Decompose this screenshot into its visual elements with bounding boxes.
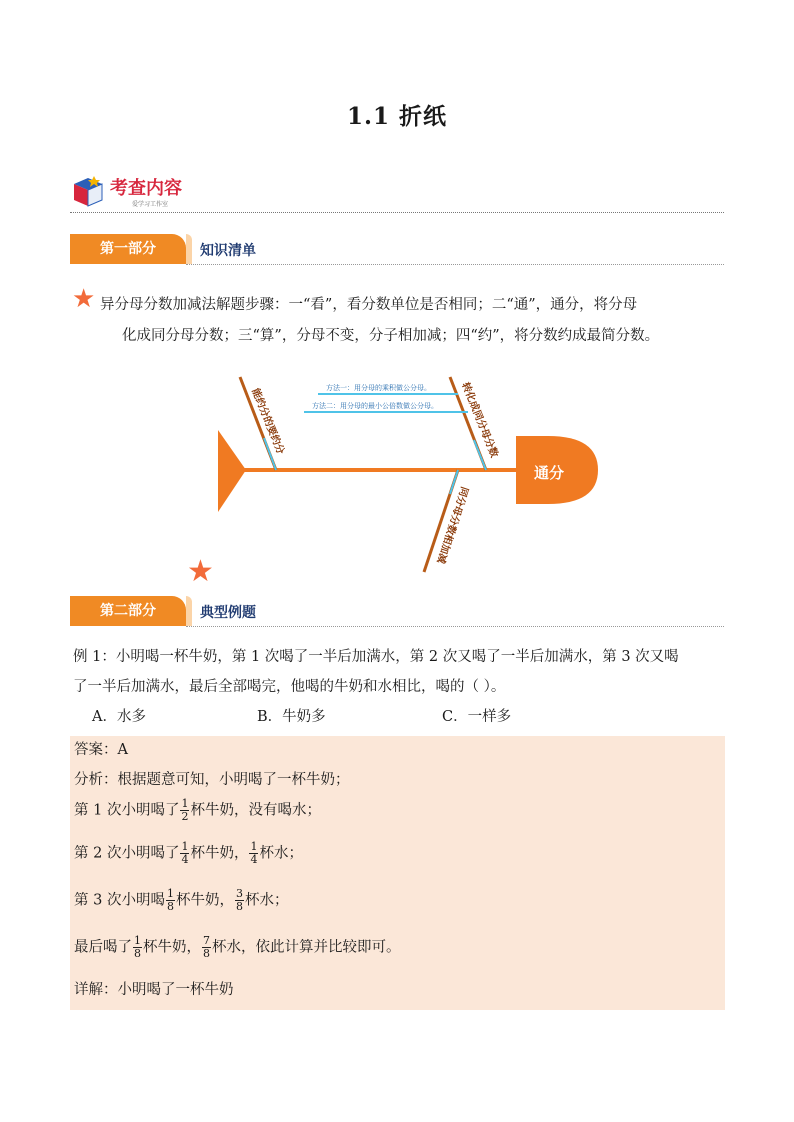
- fraction: $\frac{1}{8}$: [166, 887, 174, 913]
- page-title: 1.1 折纸: [346, 103, 448, 130]
- star-icon: ★: [187, 554, 214, 589]
- header-banner: [70, 172, 724, 214]
- answer-line: 答案：A: [74, 742, 128, 758]
- fraction: $\frac{1}{4}$: [181, 840, 189, 866]
- section-one-header: [70, 234, 724, 266]
- step-1-line: 第 1 次小明喝了 $\frac{1}{2}$ 杯牛奶，没有喝水；: [74, 797, 321, 823]
- analysis-line: 分析：根据题意可知，小明喝了一杯牛奶；: [74, 772, 350, 788]
- section-one-label: 知识清单: [200, 243, 256, 259]
- fraction: $\frac{1}{2}$: [181, 797, 189, 823]
- fishbone-diagram: [218, 372, 600, 577]
- answer-box: [70, 736, 725, 1010]
- fraction: $\frac{1}{4}$: [250, 840, 258, 866]
- example-line-1: 例 1：小明喝一杯牛奶，第 1 次喝了一半后加满水，第 2 次又喝了一半后加满水，第 3 次又喝: [73, 649, 679, 665]
- banner-divider: [70, 212, 724, 213]
- step-4-line: 最后喝了 $\frac{1}{8}$ 杯牛奶， $\frac{7}{8}$ 杯水，依此计算并比较即可。: [74, 934, 401, 960]
- knowledge-line-2: 化成同分母分数；三“算”，分母不变，分子相加减；四“约”，将分数约成最简分数。: [122, 328, 660, 344]
- section-one-tab: 第一部分: [70, 234, 186, 264]
- banner-title: 考查内容: [110, 178, 182, 199]
- section-one-divider: [186, 264, 724, 265]
- example-line-2: 了一半后加满水，最后全部喝完，他喝的牛奶和水相比，喝的（ ）。: [73, 679, 506, 695]
- bone-lower-label: 同分母分数相加减: [434, 485, 470, 565]
- section-two-divider: [186, 626, 724, 627]
- section-two-header: [70, 596, 724, 628]
- fraction: $\frac{3}{8}$: [235, 887, 243, 913]
- star-icon: ★: [72, 284, 96, 314]
- bone-upper-left-label: 能约分的要约分: [249, 387, 286, 457]
- fish-head-label: 通分: [534, 464, 565, 482]
- detail-line: 详解：小明喝了一杯牛奶: [74, 982, 234, 998]
- banner-subtitle: 爱学习工作室: [132, 201, 169, 208]
- method-1-label: 方法一：用分母的乘积做公分母。: [326, 384, 431, 392]
- fraction: $\frac{1}{8}$: [134, 934, 141, 960]
- step-2-line: 第 2 次小明喝了 $\frac{1}{4}$ 杯牛奶， $\frac{1}{4}$ 杯水；: [74, 840, 303, 866]
- bone-upper-right-label: 转化成同分母分数: [459, 381, 500, 460]
- section-two-label: 典型例题: [200, 605, 256, 621]
- example-question: [73, 642, 725, 702]
- book-cube-logo-icon: [70, 174, 106, 208]
- method-2-label: 方法二：用分母的最小公倍数做公分母。: [312, 402, 438, 410]
- step-3-line: 第 3 次小明喝 $\frac{1}{8}$ 杯牛奶， $\frac{3}{8}$ 杯水；: [74, 887, 289, 913]
- option-a: A．水多: [92, 709, 146, 725]
- fraction: $\frac{7}{8}$: [203, 934, 210, 960]
- section-two-tab: 第二部分: [70, 596, 186, 626]
- knowledge-line-1: 异分母分数加减法解题步骤：一“看”，看分数单位是否相同；二“通”，通分，将分母: [100, 297, 638, 313]
- option-c: C．一样多: [442, 709, 512, 725]
- option-b: B．牛奶多: [257, 709, 326, 725]
